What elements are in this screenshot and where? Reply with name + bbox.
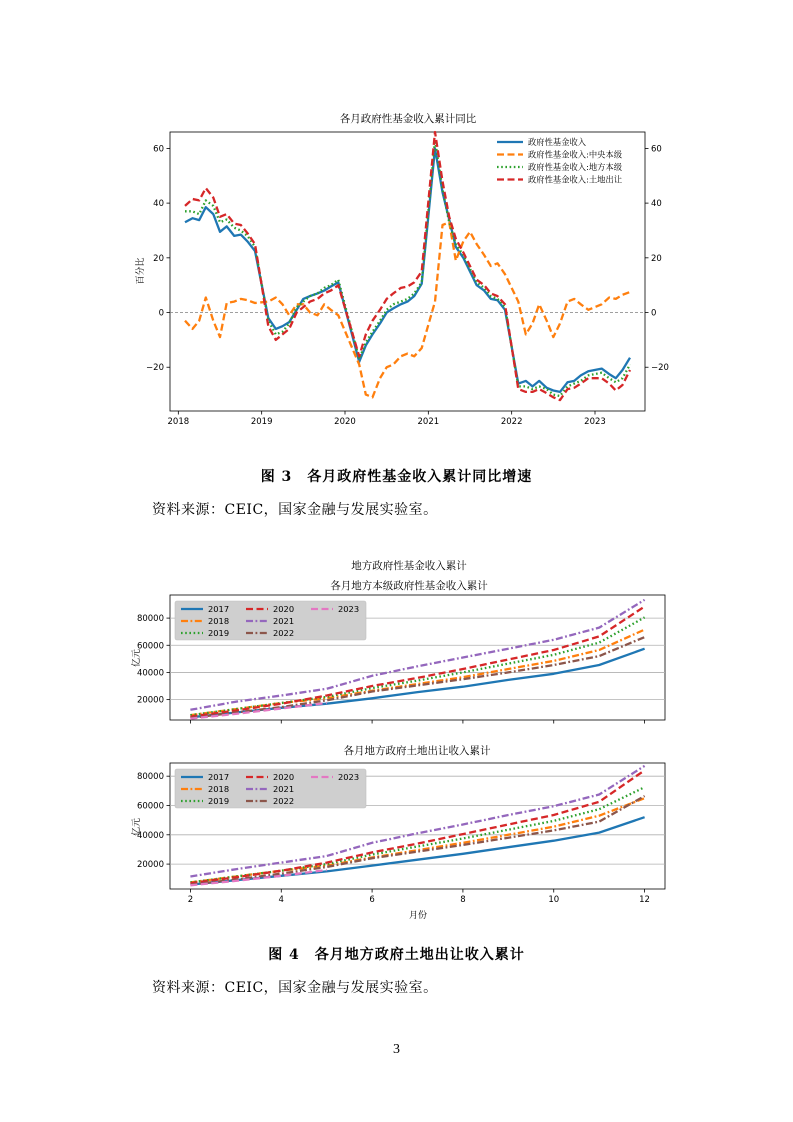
- x-axis-label: 月份: [408, 911, 428, 921]
- y-tick-label: 60000: [136, 641, 164, 652]
- figure-3-chart: [0, 105, 793, 445]
- chart-title: 各月地方政府土地出让收入累计: [343, 745, 491, 757]
- series-line: [185, 132, 630, 400]
- y-tick-label: 0: [158, 308, 164, 319]
- x-tick-label: 12: [639, 895, 650, 905]
- y-tick-label-right: 0: [651, 308, 657, 319]
- x-tick-label: 2020: [334, 417, 356, 427]
- y-tick-label: −20: [146, 363, 164, 374]
- y-tick-label-right: −20: [651, 363, 669, 374]
- legend-entry: 2018: [208, 784, 230, 794]
- y-tick-label-right: 40: [651, 199, 662, 210]
- legend-entry: 2018: [208, 616, 230, 626]
- legend-entry: 2019: [208, 628, 230, 638]
- y-tick-label: 20000: [136, 860, 164, 871]
- x-tick-label: 10: [548, 895, 560, 905]
- legend-entry: 2019: [208, 796, 230, 806]
- x-tick-label: 2019: [250, 417, 273, 427]
- y-axis-label: 百分比: [136, 257, 146, 285]
- legend-entry: 政府性基金收入:地方本级: [528, 162, 623, 173]
- y-tick-label: 20: [153, 253, 164, 264]
- chart-title: 各月政府性基金收入累计同比: [339, 113, 477, 125]
- figure-suptitle: 地方政府性基金收入累计: [351, 560, 467, 572]
- y-axis-label: 亿元: [132, 817, 142, 837]
- y-tick-label: 40: [153, 199, 164, 210]
- y-tick-label: 40000: [136, 830, 164, 841]
- y-tick-label: 80000: [136, 772, 164, 783]
- x-tick-label: 2023: [584, 417, 606, 427]
- legend-entry: 2017: [208, 604, 230, 614]
- legend-entry: 政府性基金收入: [528, 137, 587, 148]
- legend-entry: 2021: [273, 616, 295, 626]
- x-tick-label: 2021: [417, 417, 440, 427]
- x-tick-label: 2022: [500, 417, 523, 427]
- figure-3-source: 资料来源：CEIC，国家金融与发展实验室。: [152, 502, 438, 518]
- legend-entry: 政府性基金收入:中央本级: [528, 149, 623, 160]
- legend-entry: 2022: [273, 628, 295, 638]
- x-tick-label: 2: [187, 895, 194, 905]
- chart-title: 各月地方本级政府性基金收入累计: [330, 580, 488, 592]
- legend-entry: 2021: [273, 784, 295, 794]
- y-tick-label: 80000: [136, 614, 164, 625]
- legend-entry: 2023: [338, 772, 360, 782]
- y-tick-label: 60000: [136, 801, 164, 812]
- x-tick-label: 4: [278, 895, 284, 905]
- figure-4-source: 资料来源：CEIC，国家金融与发展实验室。: [152, 980, 438, 996]
- y-axis-label: 亿元: [132, 648, 142, 668]
- legend-entry: 2020: [273, 772, 295, 782]
- legend-entry: 2023: [338, 604, 360, 614]
- figure-4-chart: [0, 555, 793, 925]
- page-number: 3: [393, 1042, 400, 1057]
- figure-3-caption: 图 3 各月政府性基金收入累计同比增速: [260, 469, 533, 485]
- x-tick-label: 8: [460, 895, 466, 905]
- series-line: [190, 798, 644, 882]
- legend-entry: 政府性基金收入:土地出让: [528, 174, 623, 185]
- legend-entry: 2020: [273, 604, 295, 614]
- figure-4-caption: 图 4 各月地方政府土地出让收入累计: [268, 947, 525, 963]
- x-tick-label: 6: [369, 895, 375, 905]
- y-tick-label-right: 20: [651, 253, 662, 264]
- y-tick-label: 60: [153, 144, 164, 155]
- y-tick-label-right: 60: [651, 144, 662, 155]
- y-tick-label: 20000: [136, 695, 164, 706]
- series-line: [185, 148, 630, 392]
- x-tick-label: 2018: [167, 417, 190, 427]
- y-tick-label: 40000: [136, 668, 164, 679]
- legend-entry: 2022: [273, 796, 295, 806]
- legend-entry: 2017: [208, 772, 230, 782]
